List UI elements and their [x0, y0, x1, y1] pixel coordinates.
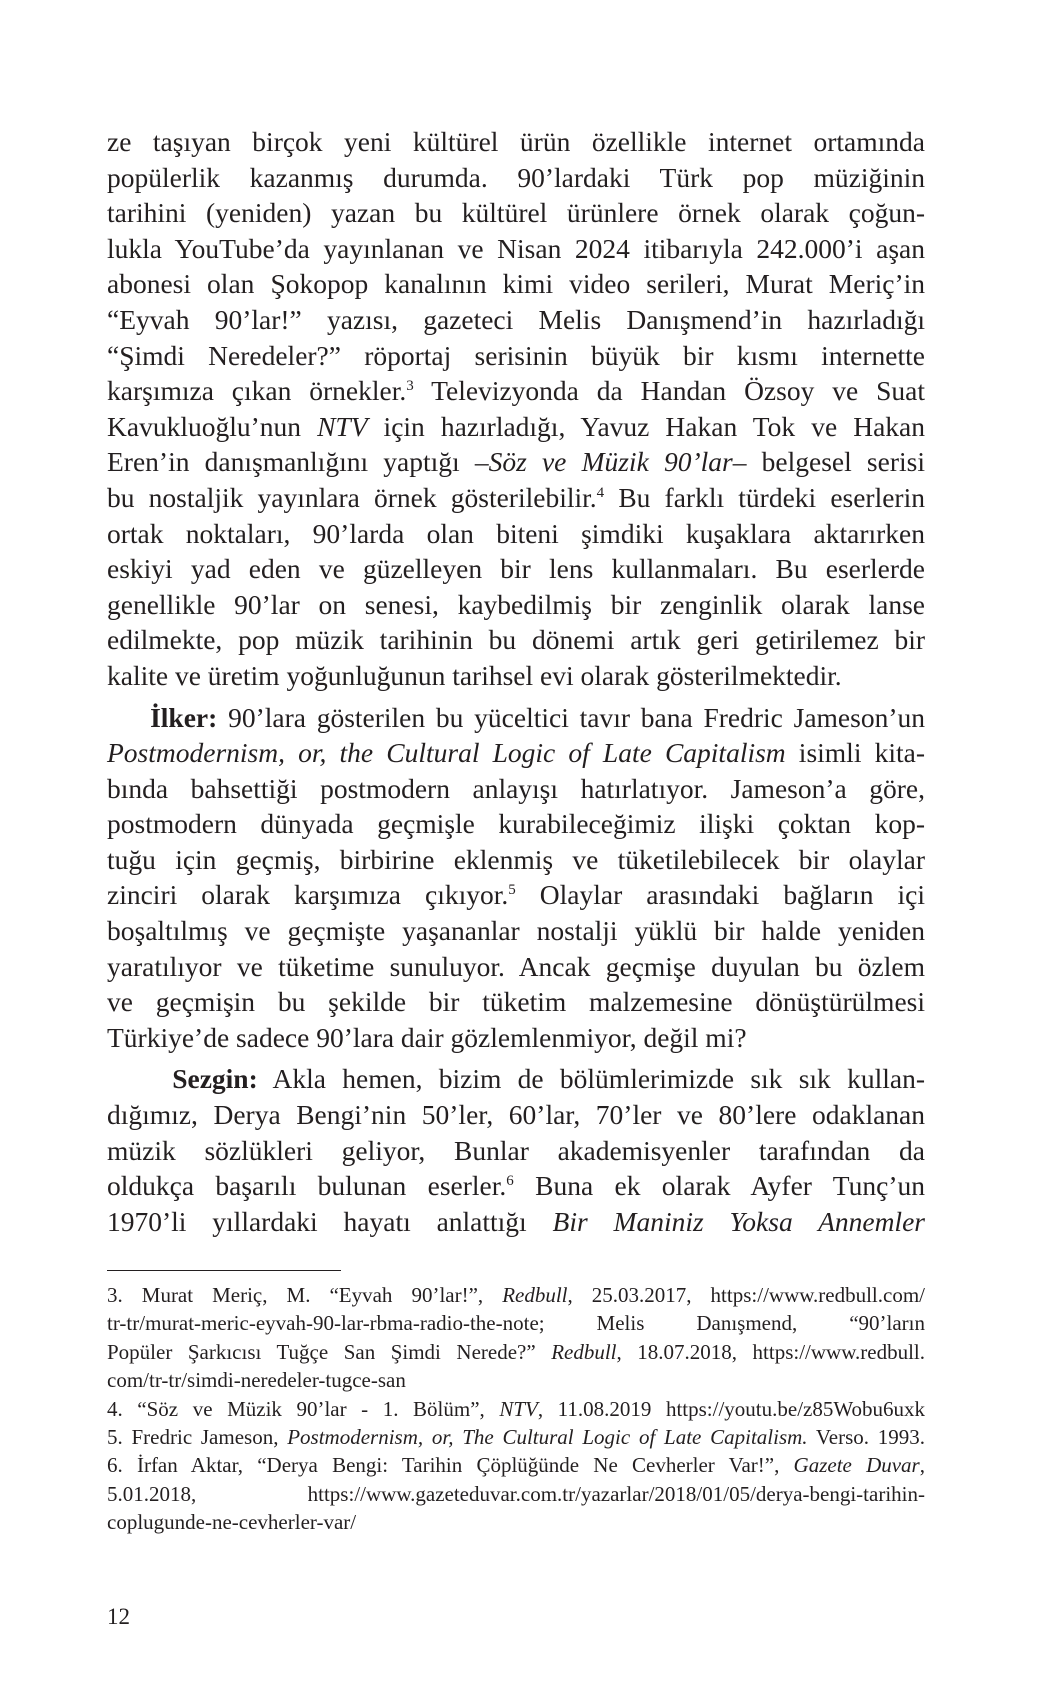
text-line: abonesi olan Şokopop kanalının kimi video serileri, Murat Meriç’in — [107, 268, 925, 300]
main-text — [107, 124, 925, 1239]
text-run: , 18.07.2018, https://www.redbull. — [616, 1339, 925, 1364]
text-line — [107, 373, 925, 409]
footnote-line: coplugunde-ne-cevherler-var/ — [107, 1510, 357, 1535]
text-run: Buna ek olarak Ayfer Tunç’un — [513, 1170, 925, 1202]
text-run: için hazırladığı, Yavuz Hakan Tok ve Hakan — [367, 410, 925, 442]
text-line: postmodern dünyada geçmişle kurabileceğimiz ilişki çoktan kop- — [107, 808, 925, 840]
text-line — [107, 1204, 925, 1240]
text-line: yaratılıyor ve tüketime sunuluyor. Ancak geçmişe duyulan bu özlem — [107, 950, 925, 982]
footnote-ref-3: 3 — [406, 378, 414, 395]
italic-source: NTV — [499, 1396, 538, 1421]
footnote-line — [107, 1423, 925, 1451]
footnote-3 — [107, 1281, 925, 1395]
text-run: karşımıza çıkan örnekler. — [107, 375, 407, 407]
footnote-ref-4: 4 — [596, 484, 605, 501]
text-line: tarihini (yeniden) yazan bu kültürel ürünlere örnek olarak çoğun- — [107, 197, 925, 229]
footnote-5 — [107, 1423, 925, 1451]
text-line — [107, 480, 925, 516]
text-line — [107, 409, 925, 445]
text-line: genellikle 90’lar on senesi, kaybedilmiş bir zenginlik olarak lanse — [107, 588, 925, 620]
footnote-4 — [107, 1395, 925, 1423]
speaker-name: İlker: — [150, 701, 218, 733]
text-run: zinciri olarak karşımıza çıkıyor. — [107, 879, 509, 911]
text-line: bında bahsettiği postmodern anlayışı hatırlatıyor. Jameson’a göre, — [107, 772, 925, 804]
footnote-line — [107, 1281, 925, 1309]
text-line: ve geçmişin bu şekilde bir tüketim malzemesine dönüştürülmesi — [107, 986, 925, 1018]
speaker-name: Sezgin: — [172, 1063, 258, 1095]
text-run: Televizyonda da Handan Özsoy ve Suat — [413, 375, 925, 407]
page-number: 12 — [107, 1604, 130, 1629]
text-run: 3. Murat Meriç, M. “Eyvah 90’lar!”, — [107, 1283, 503, 1307]
italic-title: Bir Maniniz Yoksa Annemler — [552, 1205, 925, 1237]
text-run: isimli kita- — [785, 737, 925, 769]
text-line: Türkiye’de sadece 90’lara dair gözlemlenmiyor, değil mi? — [107, 1021, 747, 1053]
footnote-ref-6: 6 — [506, 1173, 514, 1190]
text-run: Popüler Şarkıcısı Tuğçe San Şimdi Nerede?” — [107, 1339, 552, 1364]
text-line — [107, 1168, 925, 1204]
text-line: eskiyi yad eden ve güzelleyen bir lens kullanmaları. Bu eserlerde — [107, 553, 925, 585]
paragraph-ilker — [107, 700, 925, 1056]
text-line — [107, 444, 925, 480]
text-run: 5. Fredric Jameson, — [107, 1424, 288, 1449]
text-run: Eren’in danışmanlığını yaptığı – — [107, 446, 489, 478]
text-run: , 11.08.2019 https://youtu.be/z85Wobu6uxk — [537, 1396, 925, 1421]
text-run: bu nostaljik yayınlara örnek gösterilebilir. — [107, 481, 597, 513]
text-run: 6. İrfan Aktar, “Derya Bengi: Tarihin Çöplüğünde Ne Cevherler Var!”, — [107, 1453, 794, 1478]
italic-title: NTV — [317, 410, 368, 442]
text-run: 1970’li yıllardaki hayatı anlattığı — [107, 1205, 553, 1237]
footnote-6 — [107, 1451, 925, 1536]
italic-source: Postmodernism, or, The Cultural Logic of Late Capitalism. — [287, 1424, 808, 1449]
text-line: müzik sözlükleri geliyor, Bunlar akademisyenler tarafından da — [107, 1134, 925, 1166]
text-line: popülerlik kazanmış durumda. 90’lardaki Türk pop müziğinin — [107, 161, 925, 193]
text-run: Verso. 1993. — [807, 1424, 925, 1449]
footnote-separator — [107, 1270, 341, 1271]
text-line: “Şimdi Neredeler?” röportaj serisinin büyük bir kısmı internette — [107, 339, 925, 371]
text-run: , 25.03.2017, https://www.redbull.com/ — [567, 1283, 926, 1307]
text-line: kalite ve üretim yoğunluğunun tarihsel evi olarak gösterilmektedir. — [107, 659, 842, 691]
text-line: ortak noktaları, 90’larda olan biteni şimdiki kuşaklara aktarırken — [107, 517, 925, 549]
footnote-line: com/tr-tr/simdi-neredeler-tugce-san — [107, 1368, 406, 1393]
text-line — [107, 700, 925, 736]
text-line: boşaltılmış ve geçmişte yaşananlar nostalji yüklü bir halde yeniden — [107, 915, 925, 947]
footnote-ref-5: 5 — [508, 882, 516, 899]
italic-source: Redbull — [551, 1339, 617, 1364]
paragraph-intro — [107, 124, 925, 694]
footnotes — [107, 1281, 925, 1537]
text-run: Akla hemen, bizim de bölümlerimizde sık sık kullan- — [257, 1063, 925, 1095]
text-run: 90’lara gösterilen bu yüceltici tavır bana Fredric Jameson’un — [217, 701, 926, 733]
paragraph-sezgin — [107, 1061, 925, 1239]
text-run: – belgesel serisi — [732, 446, 925, 478]
text-line: edilmekte, pop müzik tarihinin bu dönemi artık geri getirilemez bir — [107, 624, 925, 656]
text-run: Bu farklı türdeki eserlerin — [604, 481, 925, 513]
text-line: lukla YouTube’da yayınlanan ve Nisan 2024 itibarıyla 242.000’i aşan — [107, 232, 925, 264]
footnote-line: tr-tr/murat-meric-eyvah-90-lar-rbma-radio-the-note; Melis Danışmend, “90’ların — [107, 1311, 925, 1336]
italic-title: Söz ve Müzik 90’lar — [488, 446, 733, 478]
footnote-line — [107, 1451, 925, 1479]
footnote-line — [107, 1338, 925, 1366]
footnote-line: 5.01.2018, https://www.gazeteduvar.com.tr/yazarlar/2018/01/05/derya-bengi-tarihin- — [107, 1481, 925, 1506]
text-line: ze taşıyan birçok yeni kültürel ürün özellikle internet ortamında — [107, 126, 925, 157]
footnote-line — [107, 1395, 925, 1423]
text-run: 4. “Söz ve Müzik 90’lar - 1. Bölüm”, — [107, 1396, 500, 1421]
text-run: , — [919, 1453, 925, 1478]
text-line: tuğu için geçmiş, birbirine eklenmiş ve tüketilebilecek bir olaylar — [107, 843, 925, 875]
text-line — [107, 1061, 925, 1097]
italic-source: Gazete Duvar — [793, 1453, 920, 1478]
italic-source: Redbull — [502, 1283, 568, 1307]
text-line — [107, 735, 925, 771]
text-line: “Eyvah 90’lar!” yazısı, gazeteci Melis Danışmend’in hazırladığı — [107, 303, 925, 335]
italic-title: Postmodernism, or, the Cultural Logic of Late Capitalism — [107, 737, 786, 769]
text-run: Olaylar arasındaki bağların içi — [515, 879, 925, 911]
text-line: dığımız, Derya Bengi’nin 50’ler, 60’lar, 70’ler ve 80’lere odaklanan — [107, 1099, 925, 1131]
text-run: Kavukluoğlu’nun — [107, 410, 318, 442]
text-line — [107, 877, 925, 913]
text-run: oldukça başarılı bulunan eserler. — [107, 1170, 507, 1202]
